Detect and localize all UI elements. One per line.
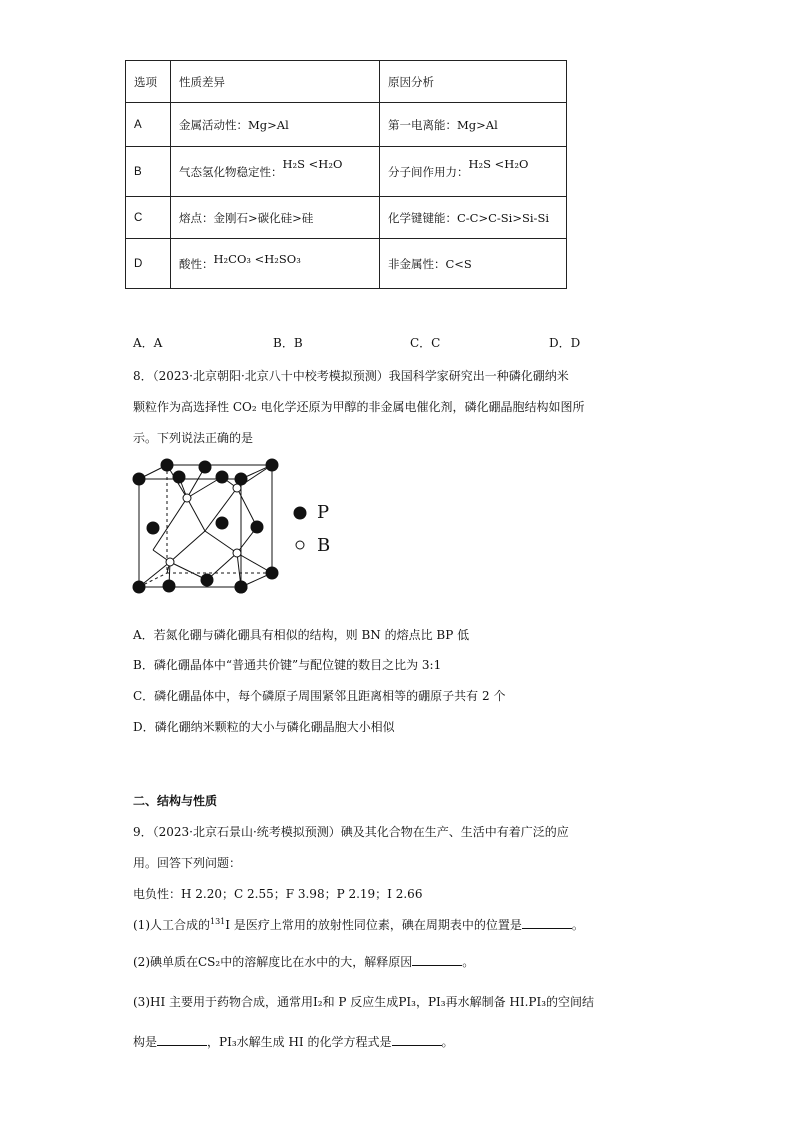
q8-stem-line3: 示。下列说法正确的是: [133, 431, 254, 445]
text: ，: [415, 995, 428, 1009]
legend-p-marker: [294, 507, 307, 520]
q8-stem-line1: 8．（2023·北京朝阳·北京八十中校考模拟预测）我国科学家研究出一种磷化硼纳米: [133, 369, 569, 383]
q7-choices: [133, 334, 633, 352]
table-cell: 第一电离能：Mg>Al: [380, 103, 567, 147]
formula-cs2: CS₂: [198, 955, 221, 969]
table-row: [126, 103, 567, 147]
formula-pi3: PI₃: [398, 995, 416, 1009]
q8-option-a[interactable]: A．若氮化硼与磷化硼具有相似的结构，则 BN 的熔点比 BP 低: [133, 628, 470, 642]
options-table: [125, 60, 567, 289]
q9-sub1: [133, 916, 584, 933]
table-cell: 化学键键能：C-C>C-Si>Si-Si: [380, 197, 567, 239]
answer-blank[interactable]: [392, 1033, 442, 1046]
choice-b[interactable]: B．B: [273, 336, 303, 350]
table-cell: [171, 239, 380, 289]
mass-number: 131: [210, 917, 226, 926]
cell-text: 气态氢化物稳定性：: [179, 164, 283, 179]
formula-pi3: PI₃: [427, 995, 446, 1009]
cell-text: 酸性：: [179, 256, 214, 271]
q9-sub3-line2: [133, 1033, 454, 1050]
text: ，: [207, 1035, 220, 1049]
b-atoms: [166, 484, 241, 566]
text: 中的溶解度比在水中的大，解释原因: [220, 955, 413, 969]
choice-d[interactable]: D．D: [549, 336, 581, 350]
table-header-cell: 原因分析: [380, 61, 567, 103]
table-header-row: [126, 61, 567, 103]
formula-pi3: PI₃: [528, 995, 547, 1009]
text: 颗粒作为高选择性: [133, 400, 233, 414]
answer-blank[interactable]: [522, 916, 572, 929]
text: 的空间结: [546, 995, 595, 1009]
table-row: [126, 147, 567, 197]
table-cell: [380, 147, 567, 197]
q8-stem-line2: [133, 398, 585, 415]
q8-option-d[interactable]: D．磷化硼纳米颗粒的大小与磷化硼晶胞大小相似: [133, 720, 395, 734]
formula-co2: CO₂: [232, 400, 257, 414]
boron-phosphide-unit-cell: [125, 455, 375, 600]
answer-blank[interactable]: [412, 953, 462, 966]
q8-option-b[interactable]: B．磷化硼晶体中“普通共价键”与配位键的数目之比为 3:1: [133, 658, 442, 672]
table-cell: D: [126, 239, 171, 289]
q9-stem-line1: 9．（2023·北京石景山·统考模拟预测）碘及其化合物在生产、生活中有着广泛的应: [133, 825, 569, 839]
q8-option-c[interactable]: C．磷化硼晶体中，每个磷原子周围紧邻且距离相等的硼原子共有 2 个: [133, 689, 506, 703]
text: 和 P 反应生成: [322, 995, 399, 1009]
formula-i2: I₂: [313, 995, 323, 1009]
formula: H₂S <H₂O: [468, 156, 529, 171]
table-cell: 非金属性：C<S: [380, 239, 567, 289]
table-header-cell: 选项: [126, 61, 171, 103]
table-cell: A: [126, 103, 171, 147]
q9-sub3-line1: [133, 993, 594, 1010]
table-header-cell: 性质差异: [171, 61, 380, 103]
q9-stem-line2: 用。回答下列问题：: [133, 856, 242, 870]
table-row: [126, 239, 567, 289]
choice-a[interactable]: A．A: [133, 336, 163, 350]
text: 构是: [133, 1035, 158, 1049]
text: 。: [441, 1035, 454, 1049]
legend-b-label: B: [317, 535, 331, 556]
text: (2)碘单质在: [133, 955, 198, 969]
table-cell: C: [126, 197, 171, 239]
text: (3)HI 主要用于药物合成，通常用: [133, 995, 314, 1009]
cell-text: 分子间作用力：: [388, 164, 469, 179]
formula: H₂S <H₂O: [282, 156, 343, 171]
text: (1)人工合成的: [133, 918, 210, 932]
text: 。: [462, 955, 475, 969]
text: I 是医疗上常用的放射性同位素，碘在周期表中的位置是: [225, 918, 522, 932]
table-row: [126, 197, 567, 239]
table-cell: 金属活动性：Mg>Al: [171, 103, 380, 147]
text: 水解生成 HI 的化学方程式是: [236, 1035, 392, 1049]
choice-c[interactable]: C．C: [410, 336, 441, 350]
legend-p-label: P: [317, 502, 330, 523]
table-cell: 熔点：金刚石>碳化硅>硅: [171, 197, 380, 239]
q9-sub2: [133, 953, 474, 970]
text: 。: [571, 918, 584, 932]
legend-b-marker: [296, 541, 304, 549]
q9-electronegativity: 电负性：H 2.20；C 2.55；F 3.98；P 2.19；I 2.66: [133, 887, 423, 901]
answer-blank[interactable]: [157, 1033, 207, 1046]
table-cell: [171, 147, 380, 197]
text: 电化学还原为甲醇的非金属电催化剂，磷化硼晶胞结构如图所: [256, 400, 585, 414]
formula-pi3: PI₃: [219, 1035, 237, 1049]
table-cell: B: [126, 147, 171, 197]
text: 再水解制备 HI.: [445, 995, 529, 1009]
section-title: 二、结构与性质: [133, 794, 218, 808]
formula: H₂CO₃ <H₂SO₃: [213, 251, 301, 266]
